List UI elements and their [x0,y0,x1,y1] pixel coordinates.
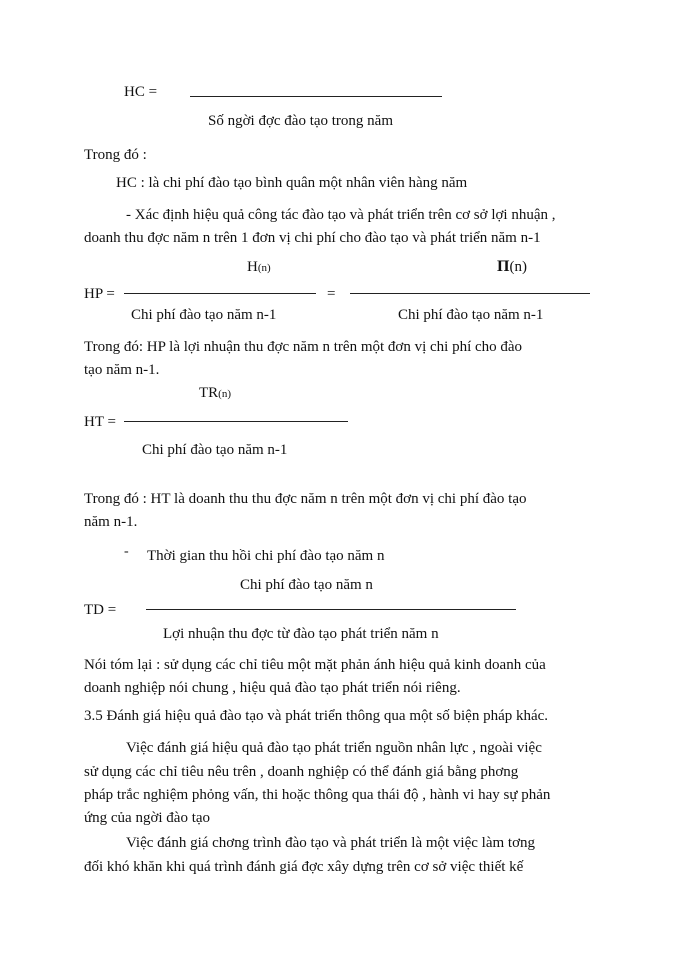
hp-note-line-1: Trong đó: HP là lợi nhuận thu đợc năm n trên một đơn vị chi phí cho đào [84,339,523,355]
hp-denominator-1: Chi phí đào tạo năm n-1 [131,307,277,323]
hp-numerator-2-main: Π [497,258,510,275]
section-p1-line-4: ứng của ngời đào tạo [84,810,211,826]
hp-denominator-2: Chi phí đào tạo năm n-1 [398,307,544,323]
td-fraction-bar [146,609,516,610]
ht-numerator-sub: (n) [218,388,231,400]
td-denominator: Lợi nhuận thu đợc từ đào tạo phát triển năm n [163,626,439,642]
hp-fraction-bar-1 [124,293,316,294]
section-heading: 3.5 Đánh giá hiệu quả đào tạo và phát triển thông qua một số biện pháp khác. [84,708,549,724]
td-bullet: - [124,544,129,559]
hp-fraction-bar-2 [350,293,590,294]
hp-equals: = [327,286,336,302]
ht-note-line-1: Trong đó : HT là doanh thu thu đợc năm n trên một đơn vị chi phí đào tạo [84,491,527,507]
hp-numerator-2 [497,258,527,276]
summary-line-1: Nói tóm lại : sử dụng các chỉ tiêu một mặt phản ánh hiệu quả kinh doanh của [84,657,546,673]
summary-line-2: doanh nghiệp nói chung , hiệu quả đào tạo phát triển nói riêng. [84,680,461,696]
section-p1-line-3: pháp trắc nghiệm phỏng vấn, thi hoặc thông qua thái độ , hành vi hay sự phản [84,787,551,803]
ht-fraction-bar [124,421,348,422]
hc-definition: HC : là chi phí đào tạo bình quân một nhân viên hàng năm [116,175,468,191]
ht-label: HT = [84,414,116,430]
section-p1-line-1: Việc đánh giá hiệu quả đào tạo phát triển nguồn nhân lực , ngoài việc [126,740,542,756]
ht-denominator: Chi phí đào tạo năm n-1 [142,442,288,458]
td-label: TD = [84,602,117,618]
hc-denominator: Số ngời đợc đào tạo trong năm [208,113,394,129]
td-numerator: Chi phí đào tạo năm n [240,577,373,593]
section-p1-line-2: sử dụng các chỉ tiêu nêu trên , doanh nghiệp có thể đánh giá bằng phơng [84,764,519,780]
section-p2-line-2: đối khó khăn khi quá trình đánh giá đợc xây dựng trên cơ sở việc thiết kế [84,859,524,875]
hp-intro-line-1: - Xác định hiệu quả công tác đào tạo và phát triển trên cơ sở lợi nhuận , [126,207,556,223]
hp-note-line-2: tạo năm n-1. [84,362,160,378]
ht-numerator [199,384,231,403]
ht-numerator-main: TR [199,385,219,401]
td-title: Thời gian thu hồi chi phí đào tạo năm n [147,548,385,564]
ht-note-line-2: năm n-1. [84,514,138,530]
section-p2-line-1: Việc đánh giá chơng trình đào tạo và phát triển là một việc làm tơng [126,835,536,851]
hp-label: HP = [84,286,115,302]
hp-numerator-2-sub: (n) [509,259,527,275]
hp-numerator-1-sub: (n) [257,262,271,274]
hc-fraction-bar [190,96,442,97]
hp-intro-line-2: doanh thu đợc năm n trên 1 đơn vị chi phí cho đào tạo và phát triển năm n-1 [84,230,541,246]
hp-numerator-1 [247,258,271,277]
hc-label: HC = [124,84,158,100]
hc-trong-do: Trong đó : [84,147,147,163]
hp-numerator-1-main: H [247,259,258,275]
